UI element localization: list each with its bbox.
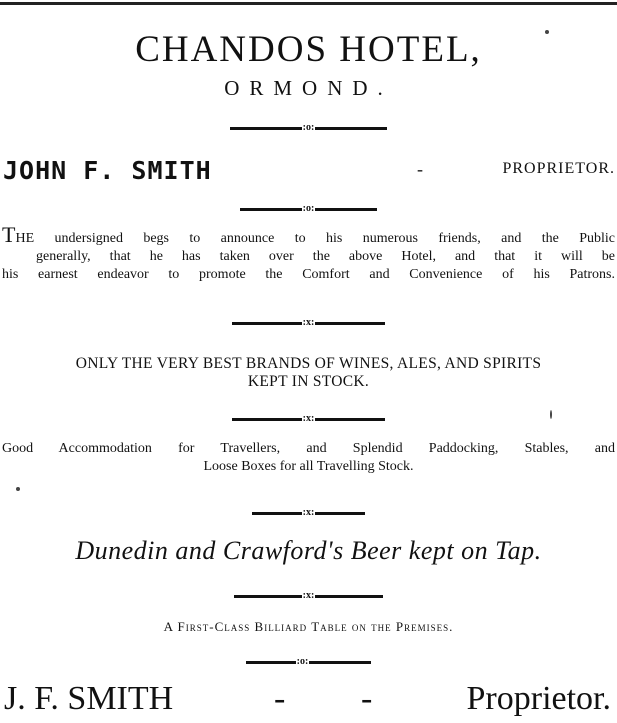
accommodation-line-2: Loose Boxes for all Travelling Stock. [203,459,414,474]
top-border-rule [0,2,617,5]
footer-dash: - [361,680,373,717]
footer-dash: - [274,680,286,717]
hotel-title: CHANDOS HOTEL, [135,29,482,70]
announcement-line-1: THE undersigned begs to announce to his numerous friends, and the Public [2,222,615,247]
announcement-line-2: generally, that he has taken over the above Hotel, and that it will be [36,249,615,264]
proprietor-title: PROPRIETOR. [502,160,615,177]
print-speck [545,30,549,34]
print-speck [550,410,552,419]
footer-signature [4,680,611,720]
announcement-paragraph [2,222,615,284]
drop-cap: T [2,222,16,247]
best-brands-notice [0,355,617,391]
accommodation-paragraph [2,440,615,476]
footer-name: J. F. SMITH [4,680,174,717]
billiard-notice: A First-Class Billiard Table on the Premises. [163,619,454,634]
best-brands-line-1: ONLY THE VERY BEST BRANDS OF WINES, ALES, AND SPIRITS [75,355,542,372]
ornament-divider: :x: [0,317,617,329]
ornament-divider: :x: [0,590,617,602]
ornament-divider: :x: [0,507,617,519]
ornament-divider: :o: [0,656,617,668]
hotel-location: ORMOND. [224,76,393,100]
accommodation-line-1: Good Accommodation for Travellers, and Splendid Paddocking, Stables, and [2,441,615,456]
announcement-line-3: his earnest endeavor to promote the Comfort and Convenience of his Patrons. [2,267,615,282]
print-speck [16,487,20,491]
footer-title: Proprietor. [466,680,611,717]
best-brands-line-2: KEPT IN STOCK. [247,373,370,390]
proprietor-line [3,156,615,186]
ornament-divider: :o: [0,122,617,134]
ornament-divider: :x: [0,413,617,425]
beer-notice: Dunedin and Crawford's Beer kept on Tap. [75,536,542,565]
proprietor-name: JOHN F. SMITH [3,156,212,185]
ornament-divider: :o: [0,203,617,215]
proprietor-dash: - [417,159,423,179]
